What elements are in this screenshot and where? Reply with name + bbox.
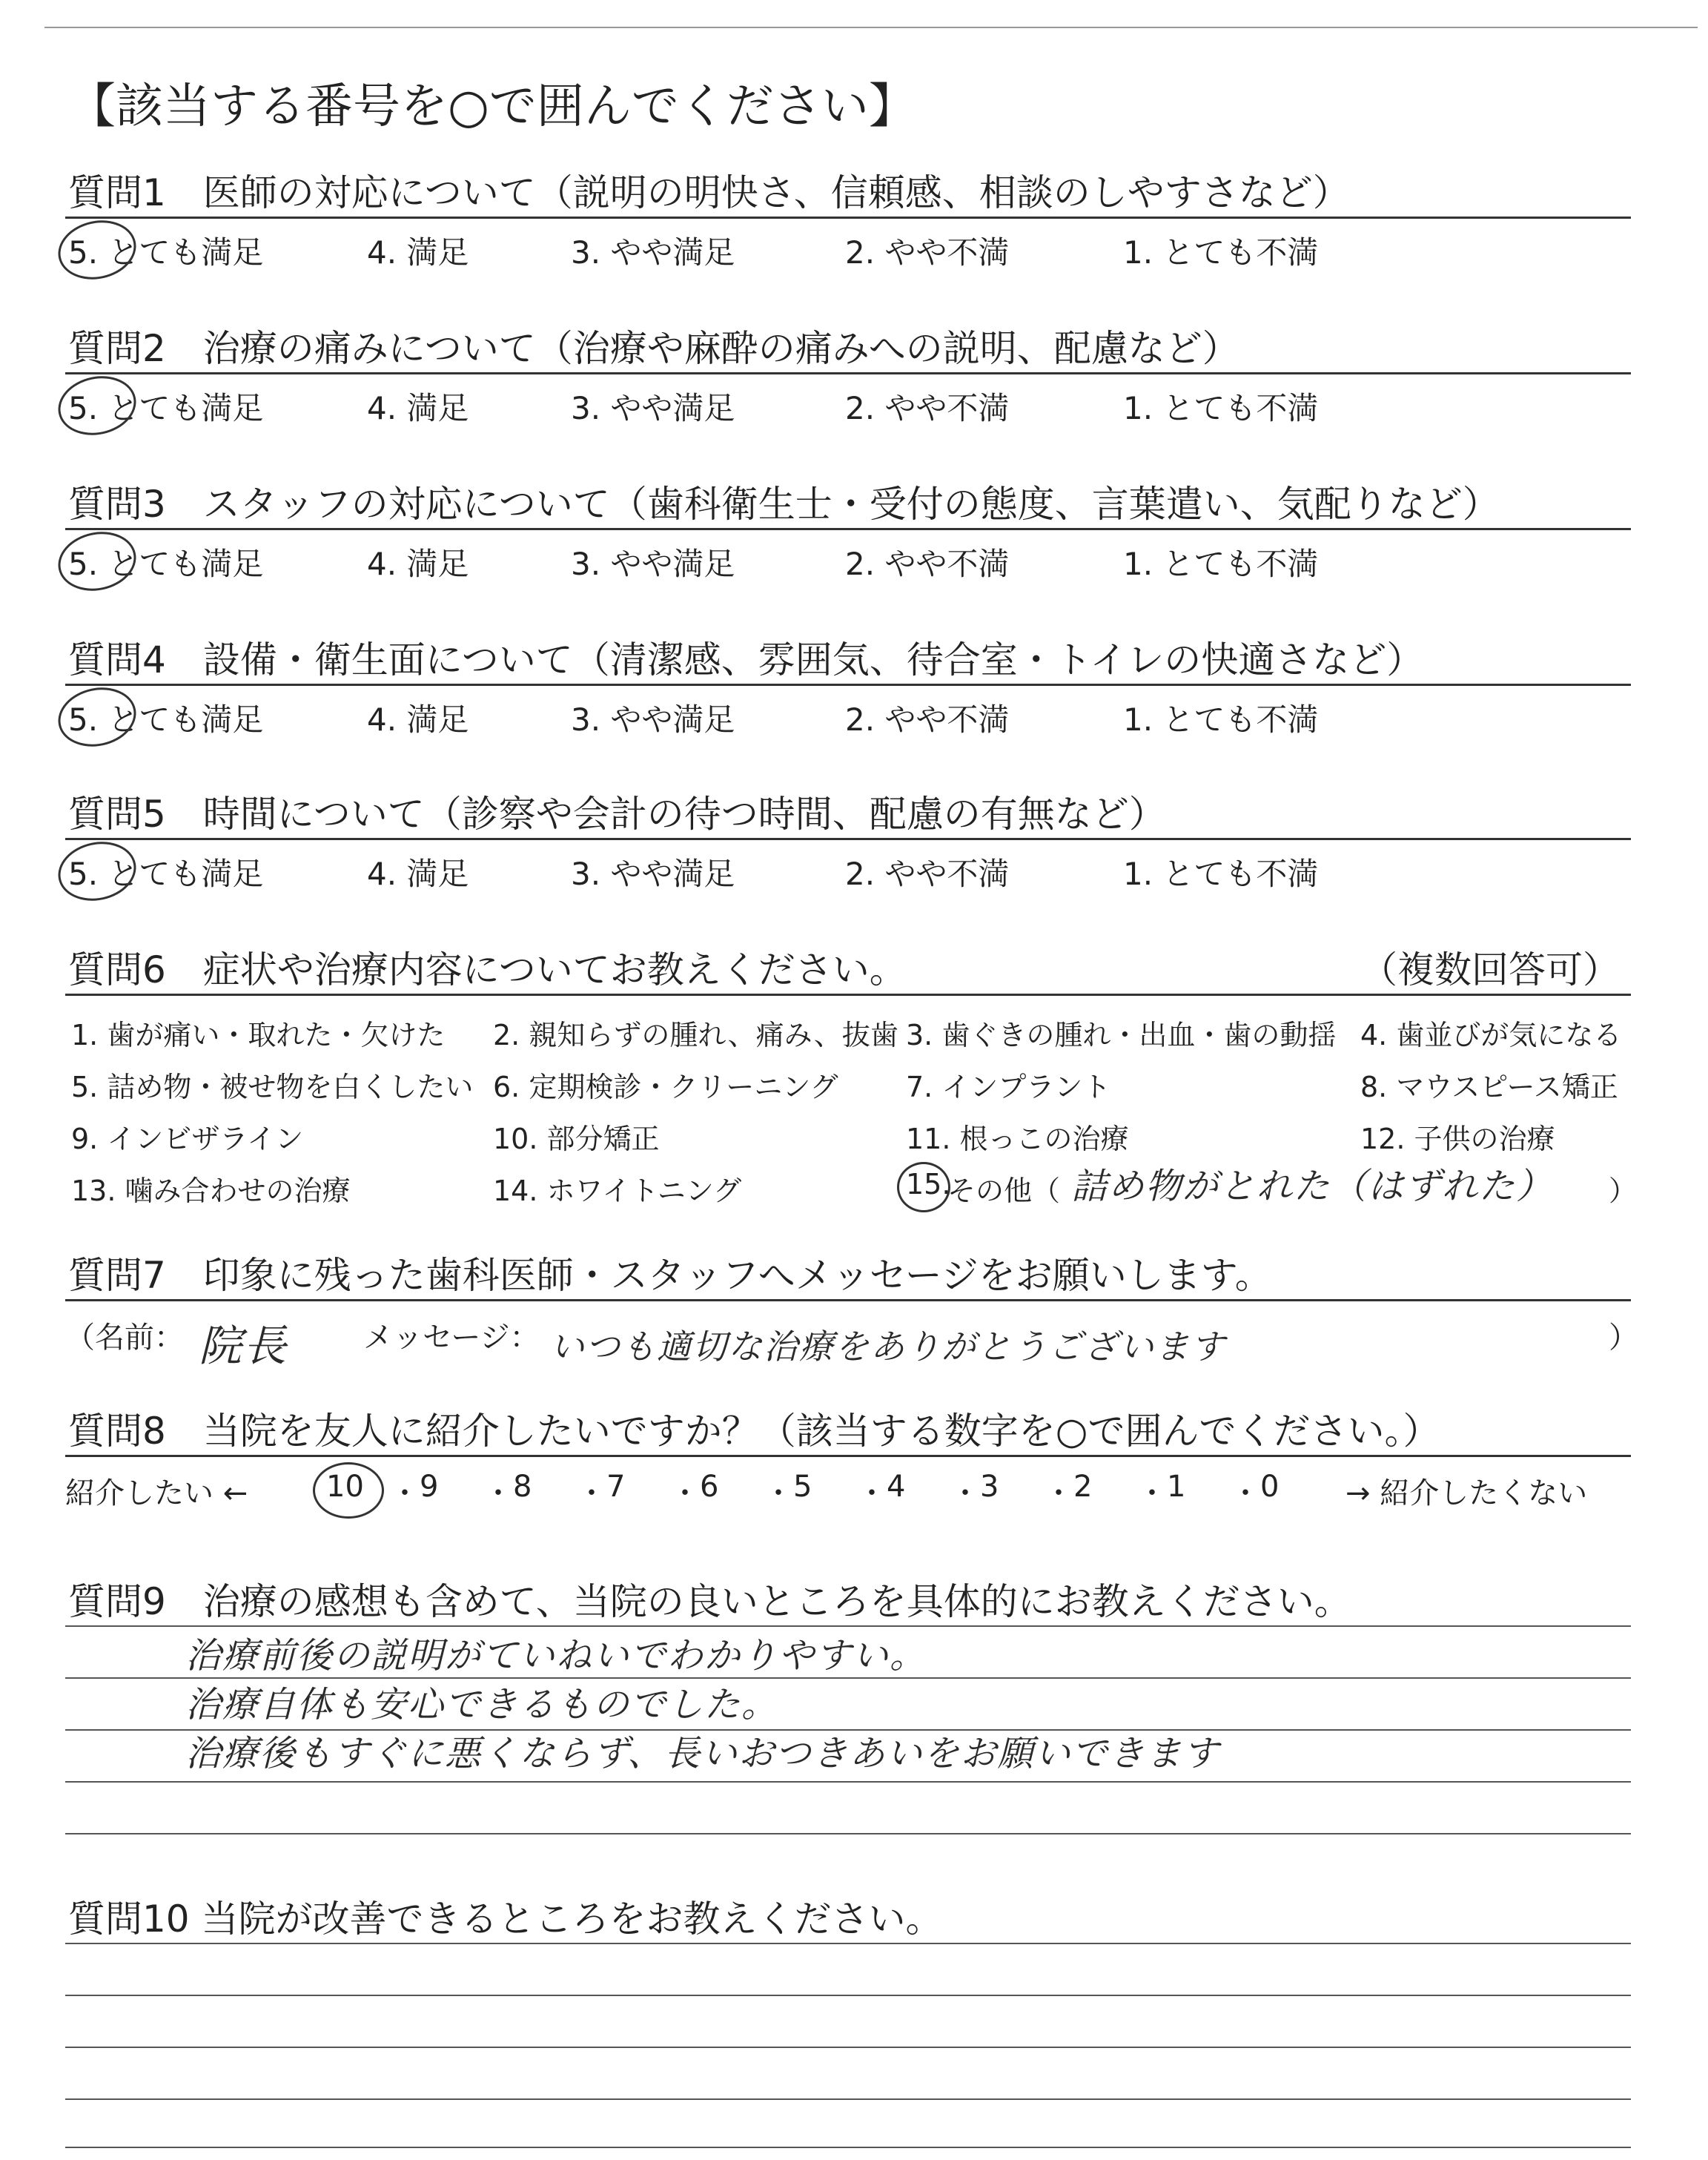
rating-option[interactable]: 4. 満足 [367,546,469,582]
scale-dot: ・ [483,1476,513,1510]
scale-dot: ・ [1044,1476,1073,1510]
question-heading: 質問4 設備・衛生面について（清潔感、雰囲気、待合室・トイレの快適さなど） [68,638,1424,681]
selected-option-circle [53,525,142,598]
heading-underline [65,372,1631,374]
rating-option[interactable]: 3. やや満足 [571,546,735,582]
message-label: メッセージ： [363,1321,540,1355]
symptom-option[interactable]: 6. 定期検診・クリーニング [493,1071,838,1103]
symptom-option[interactable]: 1. 歯が痛い・取れた・欠けた [71,1019,446,1051]
symptom-option[interactable]: 10. 部分矯正 [493,1123,660,1155]
symptom-option[interactable]: 3. 歯ぐきの腫れ・出血・歯の動揺 [906,1019,1337,1051]
question-heading: 質問6 症状や治療内容についてお教えください。 [68,948,907,991]
name-handwriting: 院長 [199,1321,288,1371]
other-close-paren: ） [1609,1175,1638,1207]
selected-option-circle [53,369,142,442]
recommend-score[interactable]: 1 [1167,1470,1186,1504]
symptom-option-other-number[interactable]: 15. [906,1168,951,1200]
heading-underline [65,1455,1631,1457]
symptom-option[interactable]: 7. インプラント [906,1071,1111,1103]
rating-option[interactable]: 5. とても満足 [68,390,264,426]
rating-option[interactable]: 1. とても不満 [1123,701,1319,738]
name-label: （名前： [65,1321,184,1355]
page-title: 【該当する番号を○で囲んでください】 [68,79,916,134]
question-heading: 質問7 印象に残った歯科医師・スタッフへメッセージをお願いします。 [68,1254,1272,1297]
recommend-score[interactable]: 2 [1073,1470,1093,1504]
scale-dot: ・ [1137,1476,1167,1510]
rating-option[interactable]: 3. やや満足 [571,390,735,426]
recommend-score[interactable]: 0 [1260,1470,1280,1504]
heading-underline [65,217,1631,219]
selected-score-circle [313,1462,384,1519]
recommend-score[interactable]: 5 [793,1470,812,1504]
rating-option[interactable]: 5. とても満足 [68,234,264,271]
question-heading: 質問8 当院を友人に紹介したいですか？（該当する数字を○で囲んでください。） [68,1410,1440,1453]
answer-handwriting: 治療自体も安心できるものでした。 [185,1684,779,1725]
other-answer-handwriting: 詰め物がとれた（はずれた） [1071,1166,1554,1207]
question-heading: 質問10 当院が改善できるところをお教えください。 [68,1898,943,1941]
rating-option[interactable]: 5. とても満足 [68,856,264,892]
question-heading: 質問3 スタッフの対応について（歯科衛生士・受付の態度、言葉遣い、気配りなど） [68,483,1500,526]
rating-option[interactable]: 3. やや満足 [571,701,735,738]
rating-option[interactable]: 4. 満足 [367,701,469,738]
rating-option[interactable]: 1. とても不満 [1123,546,1319,582]
rating-option[interactable]: 2. やや不満 [845,856,1010,892]
rating-option[interactable]: 4. 満足 [367,856,469,892]
heading-underline [65,838,1631,840]
multiple-answer-note: （複数回答可） [1360,948,1620,991]
symptom-option[interactable]: 14. ホワイトニング [493,1175,742,1207]
recommend-score[interactable]: 3 [980,1470,999,1504]
answer-handwriting: 治療後もすぐに悪くならず、長いおつきあいをお願いできます [185,1733,1220,1774]
heading-underline [65,528,1631,530]
heading-underline [65,684,1631,686]
answer-line [65,2047,1631,2048]
answer-line [65,1943,1631,1944]
recommend-score[interactable]: 10 [326,1470,364,1504]
scale-dot: ・ [390,1476,420,1510]
selected-option-circle [53,214,142,286]
rating-option[interactable]: 2. やや不満 [845,701,1010,738]
recommend-score[interactable]: 4 [887,1470,906,1504]
selected-option-circle [897,1162,950,1212]
answer-line [65,1995,1631,1996]
selected-option-circle [53,681,142,753]
symptom-option[interactable]: 8. マウスピース矯正 [1360,1071,1618,1103]
symptom-option[interactable]: 9. インビザライン [71,1123,304,1155]
rating-option[interactable]: 2. やや不満 [845,390,1010,426]
rating-option[interactable]: 1. とても不満 [1123,234,1319,271]
close-paren: ） [1609,1321,1638,1355]
question-heading: 質問2 治療の痛みについて（治療や麻酔の痛みへの説明、配慮など） [68,327,1239,370]
answer-line [65,1833,1631,1834]
rating-option[interactable]: 1. とても不満 [1123,390,1319,426]
symptom-option[interactable]: 4. 歯並びが気になる [1360,1019,1622,1051]
scale-dot: ・ [577,1476,606,1510]
scale-right-label: → 紹介したくない [1345,1476,1588,1510]
answer-line [65,1781,1631,1783]
recommend-score[interactable]: 6 [700,1470,719,1504]
recommend-score[interactable]: 7 [606,1470,626,1504]
question-heading: 質問1 医師の対応について（説明の明快さ、信頼感、相談のしやすさなど） [68,171,1350,214]
symptom-option[interactable]: 11. 根っこの治療 [906,1123,1129,1155]
recommend-score[interactable]: 8 [513,1470,532,1504]
answer-line [65,2147,1631,2148]
rating-option[interactable]: 2. やや不満 [845,234,1010,271]
symptom-option[interactable]: 12. 子供の治療 [1360,1123,1555,1155]
scale-dot: ・ [670,1476,700,1510]
answer-handwriting: 治療前後の説明がていねいでわかりやすい。 [185,1635,927,1677]
symptom-option-other[interactable]: その他（ [947,1175,1061,1207]
message-handwriting: いつも適切な治療をありがとうございます [550,1327,1226,1367]
symptom-option[interactable]: 2. 親知らずの腫れ、痛み、抜歯 [493,1019,898,1051]
rating-option[interactable]: 3. やや満足 [571,234,735,271]
answer-line [65,2098,1631,2100]
rating-option[interactable]: 5. とても満足 [68,546,264,582]
heading-underline [65,1299,1631,1301]
scale-dot: ・ [950,1476,980,1510]
symptom-option[interactable]: 13. 噛み合わせの治療 [71,1175,351,1207]
rating-option[interactable]: 2. やや不満 [845,546,1010,582]
question-heading: 質問9 治療の感想も含めて、当院の良いところを具体的にお教えください。 [68,1580,1351,1623]
scale-dot: ・ [764,1476,793,1510]
rating-option[interactable]: 1. とても不満 [1123,856,1319,892]
question-heading: 質問5 時間について（診察や会計の待つ時間、配慮の有無など） [68,793,1166,836]
rating-option[interactable]: 3. やや満足 [571,856,735,892]
scale-dot: ・ [857,1476,887,1510]
rating-option[interactable]: 4. 満足 [367,234,469,271]
selected-option-circle [53,835,142,908]
scale-left-label: 紹介したい ← [65,1476,248,1510]
symptom-option[interactable]: 5. 詰め物・被せ物を白くしたい [71,1071,474,1103]
rating-option[interactable]: 4. 満足 [367,390,469,426]
page-top-edge [44,27,1698,28]
rating-option[interactable]: 5. とても満足 [68,701,264,738]
recommend-score[interactable]: 9 [420,1470,439,1504]
heading-underline [65,994,1631,996]
scale-dot: ・ [1231,1476,1260,1510]
